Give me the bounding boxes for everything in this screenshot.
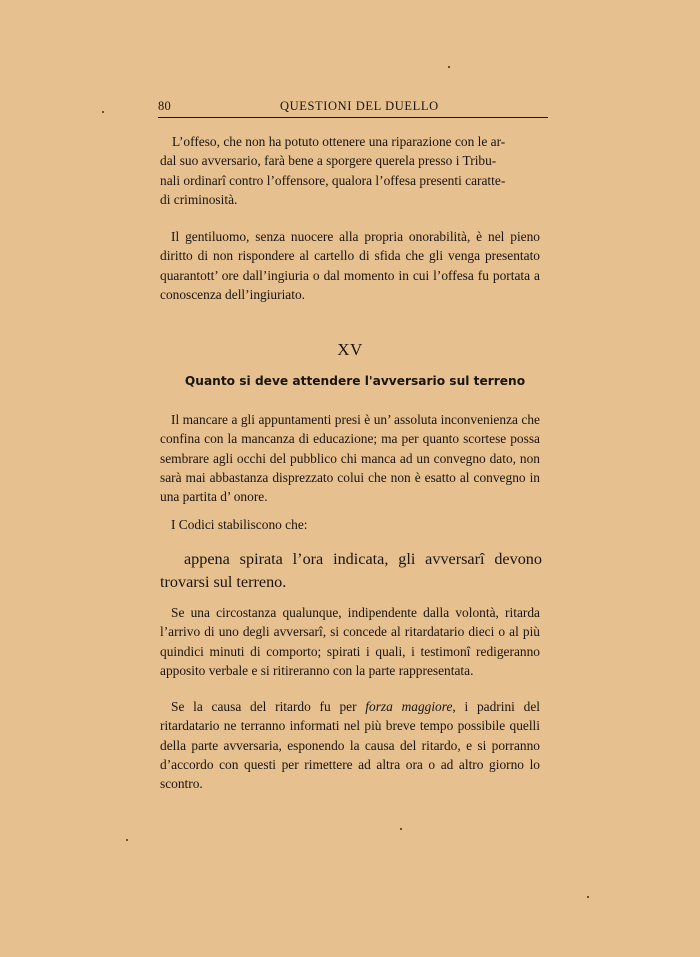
text-line: nali ordinarî contro l’offensore, qualora l’offesa presenti caratte- xyxy=(160,172,506,188)
quote-text: appena spirata l’ora indicata, gli avversarî devono trovarsi sul terreno. xyxy=(160,550,542,591)
italic-phrase: forza maggiore xyxy=(365,699,453,714)
paragraph-text-after: , i padrini del ritardatario ne terranno informati nel più breve tempo possibile quelli della parte avversaria, esponendo la causa del ritardo, e si porranno d’accordo con questi per rimettere ad altra ora o ad altro giorno lo scontro. xyxy=(160,699,540,792)
chapter-title: Quanto si deve attendere l'avversario sul terreno xyxy=(184,374,526,388)
paragraph-codici xyxy=(160,515,540,534)
text-line: L’offeso, che non ha potuto ottenere una riparazione con le ar- xyxy=(172,134,506,149)
speck xyxy=(587,896,589,898)
speck xyxy=(400,828,402,830)
paragraph-text: I Codici stabiliscono che: xyxy=(171,517,308,532)
paragraph-text: Se una circostanza qualunque, indipendente dalla volontà, ritarda l’arrivo di uno degli avversarî, si concede al ritardatario dieci o al più quindici minuti di comporto; spirati i quali, i testimonî redigeranno apposito verbale e si ritireranno con la parte rappresentata. xyxy=(160,605,540,678)
speck xyxy=(448,66,450,68)
speck xyxy=(102,111,104,113)
paragraph-mancare xyxy=(160,410,540,506)
header-rule xyxy=(158,117,548,118)
speck xyxy=(126,839,128,841)
paragraph-text: Il mancare a gli appuntamenti presi è un’ assoluta inconvenienza che confina con la mancanza di educazione; ma per quanto scortese possa sembrare agli occhi del pubblico chi manca ad un convegno dato, non sarà mai abbastanza disprezzato colui che non è esatto al convegno in una partita d’ onore. xyxy=(160,412,540,505)
paragraph-forza-maggiore xyxy=(160,697,540,793)
paragraph-text: Il gentiluomo, senza nuocere alla propria onorabilità, è nel pieno diritto di non rispondere al cartello di sfida che gli venga presentato quarantott’ ore dall’ingiuria o dal momento in cui l’offesa fu portata a conoscenza dell’ingiuriato. xyxy=(160,229,540,302)
running-title: QUESTIONI DEL DUELLO xyxy=(280,99,439,113)
text-line: dal suo avversario, farà bene a sporgere querela presso i Tribu- xyxy=(160,153,497,169)
page-header xyxy=(158,99,550,117)
text-line: di criminosità. xyxy=(160,191,238,207)
chapter-number: XV xyxy=(337,340,363,359)
paragraph-offeso xyxy=(160,132,552,209)
paragraph-gentiluomo xyxy=(160,227,540,304)
code-quote xyxy=(160,548,542,594)
page-number: 80 xyxy=(158,99,172,113)
paragraph-text-before: Se la causa del ritardo fu per xyxy=(171,699,366,714)
paragraph-circostanza xyxy=(160,603,540,680)
